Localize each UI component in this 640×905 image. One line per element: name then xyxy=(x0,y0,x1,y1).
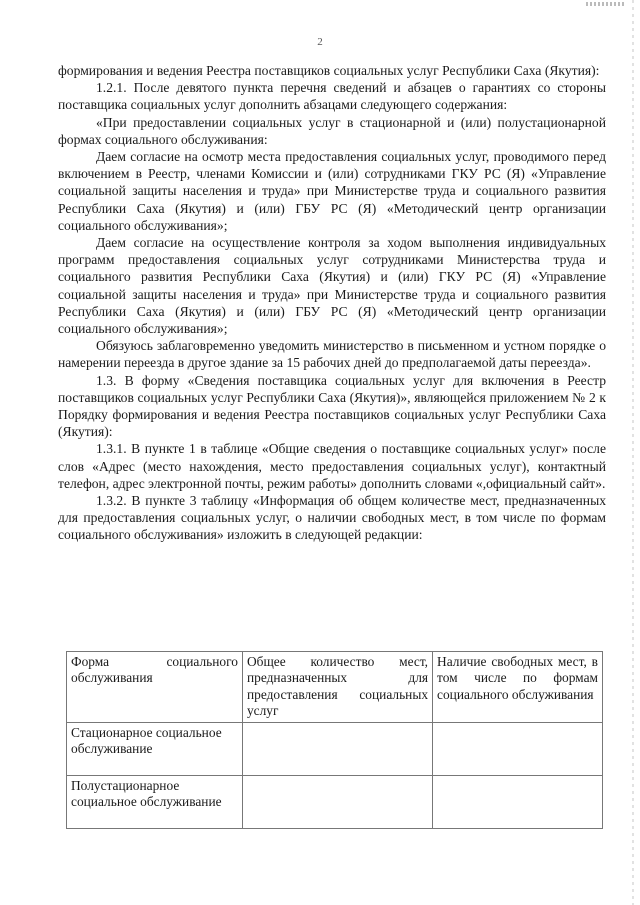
paragraph-1-2-1: 1.2.1. После девятого пункта перечня сведений и абзацев о гарантиях со стороны поставщика социальных услуг дополнить абзацами следующего содержания: xyxy=(58,80,606,113)
scan-edge-artifact xyxy=(632,0,634,905)
table-header-cell: Общее количество мест, предназначенных для предоставления социальных услуг xyxy=(242,652,432,723)
table-cell: Стационарное социальное обслуживание xyxy=(67,722,243,775)
table-header-cell: Форма социального обслуживания xyxy=(67,652,243,723)
table-cell xyxy=(433,722,603,775)
scan-mark-artifact xyxy=(586,2,626,6)
paragraph-relocation-notice: Обязуюсь заблаговременно уведомить министерство в письменном и устном порядке о намерении переезда в другое здание за 15 рабочих дней до предполагаемой даты переезда». xyxy=(58,338,606,371)
paragraph-1-3: 1.3. В форму «Сведения поставщика социальных услуг для включения в Реестр поставщиков социальных услуг Республики Саха (Якутия)», являющейся приложением № 2 к Порядку формирования и ведения Реестра поставщиков социальных услуг Республики Саха (Якутия): xyxy=(58,372,606,440)
table-row xyxy=(67,775,603,828)
document-body xyxy=(58,62,606,544)
paragraph-consent-inspection: Даем согласие на осмотр места предоставления социальных услуг, проводимого перед включением в Реестр, членами Комиссии и (или) сотрудниками ГКУ РС (Я) «Управление социальной защиты населения и труда» при Министерстве труда и социального развития Республики Саха (Якутия) и (или) ГБУ РС (Я) «Методический центр организации социального обслуживания»; xyxy=(58,149,606,233)
paragraph-stationary-forms: «При предоставлении социальных услуг в стационарной и (или) полустационарной формах социального обслуживания: xyxy=(58,114,606,147)
paragraph-intro: формирования и ведения Реестра поставщиков социальных услуг Республики Саха (Якутия): xyxy=(58,63,600,78)
paragraph-1-3-1: 1.3.1. В пункте 1 в таблице «Общие сведения о поставщике социальных услуг» после слов «Адрес (место нахождения, место предоставления социальных услуг), контактный телефон, адрес электронной почты, режим работы» дополнить словами «,официальный сайт». xyxy=(58,441,606,491)
table-cell xyxy=(242,775,432,828)
table-header-row xyxy=(67,652,603,723)
table-cell xyxy=(433,775,603,828)
table-cell: Полустационарное социальное обслуживание xyxy=(67,775,243,828)
paragraph-1-3-2: 1.3.2. В пункте 3 таблицу «Информация об общем количестве мест, предназначенных для предоставления социальных услуг, о наличии свободных мест, в том числе по формам социального обслуживания» изложить в следующей редакции: xyxy=(58,493,606,543)
page-number: 2 xyxy=(317,36,323,48)
places-table xyxy=(66,651,603,829)
table-header-cell: Наличие свободных мест, в том числе по формам социального обслуживания xyxy=(433,652,603,723)
table-cell xyxy=(242,722,432,775)
paragraph-consent-control: Даем согласие на осуществление контроля за ходом выполнения индивидуальных программ предоставления социальных услуг сотрудниками Министерства труда и социального развития Республики Саха (Якутия) и (или) ГКУ РС (Я) «Управление социальной защиты населения и труда» при Министерстве труда и социального развития Республики Саха (Якутия) и (или) ГБУ РС (Я) «Методический центр организации социального обслуживания»; xyxy=(58,235,606,337)
table-row xyxy=(67,722,603,775)
